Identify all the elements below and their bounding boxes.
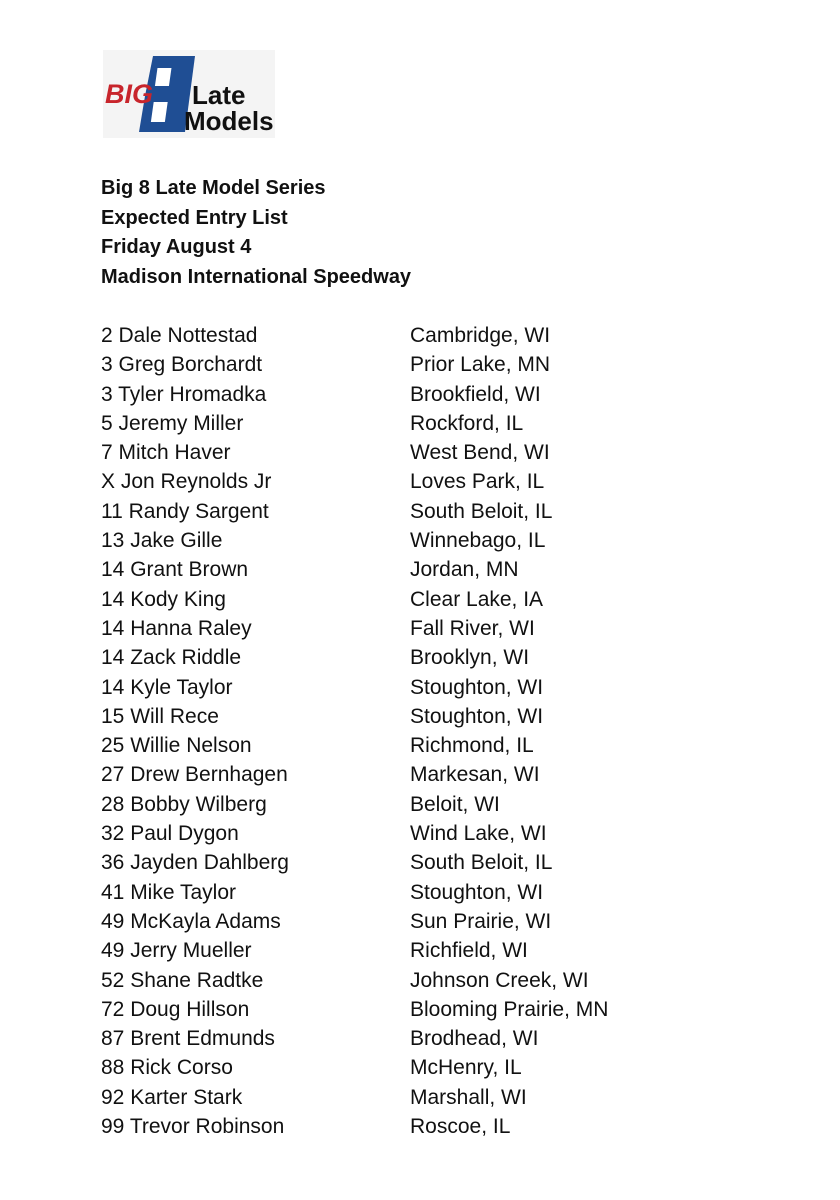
entry-hometown: Richmond, IL <box>410 734 534 758</box>
entry-hometown: Brookfield, WI <box>410 382 541 406</box>
entry-hometown: South Beloit, IL <box>410 851 553 875</box>
logo-models-text: Models <box>184 106 274 136</box>
entry-hometown: Beloit, WI <box>410 792 500 816</box>
entry-driver: 14 Kyle Taylor <box>101 675 233 699</box>
entry-row <box>101 878 821 907</box>
entry-row <box>101 643 821 672</box>
entry-hometown: Rockford, IL <box>410 411 524 435</box>
entry-row <box>101 1053 821 1082</box>
entry-driver: 36 Jayden Dahlberg <box>101 851 289 875</box>
entry-row <box>101 848 821 877</box>
entry-hometown: Roscoe, IL <box>410 1115 511 1139</box>
entry-row <box>101 819 821 848</box>
entry-driver: 11 Randy Sargent <box>101 499 269 523</box>
entry-hometown: Loves Park, IL <box>410 470 545 494</box>
entry-row <box>101 936 821 965</box>
entry-row <box>101 702 821 731</box>
logo-big-text: BIG <box>105 79 154 109</box>
entry-row <box>101 555 821 584</box>
event-date: Friday August 4 <box>101 236 252 258</box>
entry-row <box>101 321 821 350</box>
entry-hometown: Sun Prairie, WI <box>410 909 552 933</box>
entry-hometown: Stoughton, WI <box>410 704 544 728</box>
entry-hometown: Brodhead, WI <box>410 1027 539 1051</box>
entry-row <box>101 907 821 936</box>
big8-logo-graphic <box>103 50 275 138</box>
entry-hometown: South Beloit, IL <box>410 499 553 523</box>
entry-row <box>101 790 821 819</box>
entry-row <box>101 409 821 438</box>
entry-row <box>101 585 821 614</box>
entry-driver: 3 Greg Borchardt <box>101 353 263 377</box>
entry-row <box>101 995 821 1024</box>
entry-hometown: Johnson Creek, WI <box>410 968 589 992</box>
entry-driver: 3 Tyler Hromadka <box>101 382 267 406</box>
entry-row <box>101 438 821 467</box>
entry-row <box>101 467 821 496</box>
entry-hometown: Stoughton, WI <box>410 880 544 904</box>
entry-driver: 49 Jerry Mueller <box>101 939 252 963</box>
entry-hometown: Richfield, WI <box>410 939 528 963</box>
entry-hometown: Cambridge, WI <box>410 324 551 347</box>
entry-driver: 92 Karter Stark <box>101 1085 243 1109</box>
entry-row <box>101 1083 821 1112</box>
entry-hometown: Prior Lake, MN <box>410 353 551 377</box>
entry-driver: 25 Willie Nelson <box>101 734 252 758</box>
entry-row <box>101 497 821 526</box>
series-logo <box>103 50 275 138</box>
entry-driver: 28 Bobby Wilberg <box>101 792 267 816</box>
entry-driver: 5 Jeremy Miller <box>101 411 244 435</box>
entry-driver: 52 Shane Radtke <box>101 968 264 992</box>
entry-row <box>101 760 821 789</box>
event-heading <box>101 174 411 292</box>
entry-row <box>101 526 821 555</box>
event-venue: Madison International Speedway <box>101 265 412 288</box>
logo-8-lower-hole <box>151 102 168 122</box>
entry-driver: 41 Mike Taylor <box>101 880 237 904</box>
entry-list <box>101 321 821 1141</box>
entry-driver: 72 Doug Hillson <box>101 997 250 1021</box>
entry-driver: 15 Will Rece <box>101 704 219 728</box>
entry-hometown: Blooming Prairie, MN <box>410 997 609 1021</box>
entry-driver: 13 Jake Gille <box>101 529 223 553</box>
entry-hometown: Fall River, WI <box>410 616 535 640</box>
entry-driver: 14 Hanna Raley <box>101 616 252 640</box>
entry-row <box>101 1024 821 1053</box>
entry-driver: 14 Zack Riddle <box>101 646 242 670</box>
entry-hometown: Wind Lake, WI <box>410 822 547 846</box>
entry-hometown: West Bend, WI <box>410 441 550 465</box>
list-title: Expected Entry List <box>101 206 288 229</box>
entry-driver: 88 Rick Corso <box>101 1056 233 1080</box>
entry-row <box>101 1112 821 1141</box>
logo-8-upper-hole <box>155 68 172 86</box>
entry-driver: 2 Dale Nottestad <box>101 324 258 347</box>
entry-row <box>101 350 821 379</box>
entry-hometown: McHenry, IL <box>410 1056 522 1080</box>
entry-row <box>101 966 821 995</box>
entry-driver: 14 Grant Brown <box>101 558 249 582</box>
entry-hometown: Winnebago, IL <box>410 529 546 553</box>
entry-hometown: Jordan, MN <box>410 558 519 582</box>
entry-hometown: Markesan, WI <box>410 763 540 787</box>
entry-hometown: Stoughton, WI <box>410 675 544 699</box>
entry-row <box>101 731 821 760</box>
entry-hometown: Clear Lake, IA <box>410 587 544 611</box>
entry-driver: 32 Paul Dygon <box>101 822 239 846</box>
entry-row <box>101 673 821 702</box>
entry-driver: X Jon Reynolds Jr <box>101 470 272 494</box>
entry-driver: 99 Trevor Robinson <box>101 1115 285 1139</box>
series-title: Big 8 Late Model Series <box>101 177 326 199</box>
entry-driver: 87 Brent Edmunds <box>101 1027 275 1051</box>
entry-driver: 14 Kody King <box>101 587 226 611</box>
entry-driver: 7 Mitch Haver <box>101 441 231 465</box>
entry-hometown: Brooklyn, WI <box>410 646 530 670</box>
entry-hometown: Marshall, WI <box>410 1085 527 1109</box>
entry-row <box>101 614 821 643</box>
entry-row <box>101 380 821 409</box>
entry-driver: 49 McKayla Adams <box>101 909 281 933</box>
entry-driver: 27 Drew Bernhagen <box>101 763 288 787</box>
logo-late-text: Late <box>192 80 246 110</box>
